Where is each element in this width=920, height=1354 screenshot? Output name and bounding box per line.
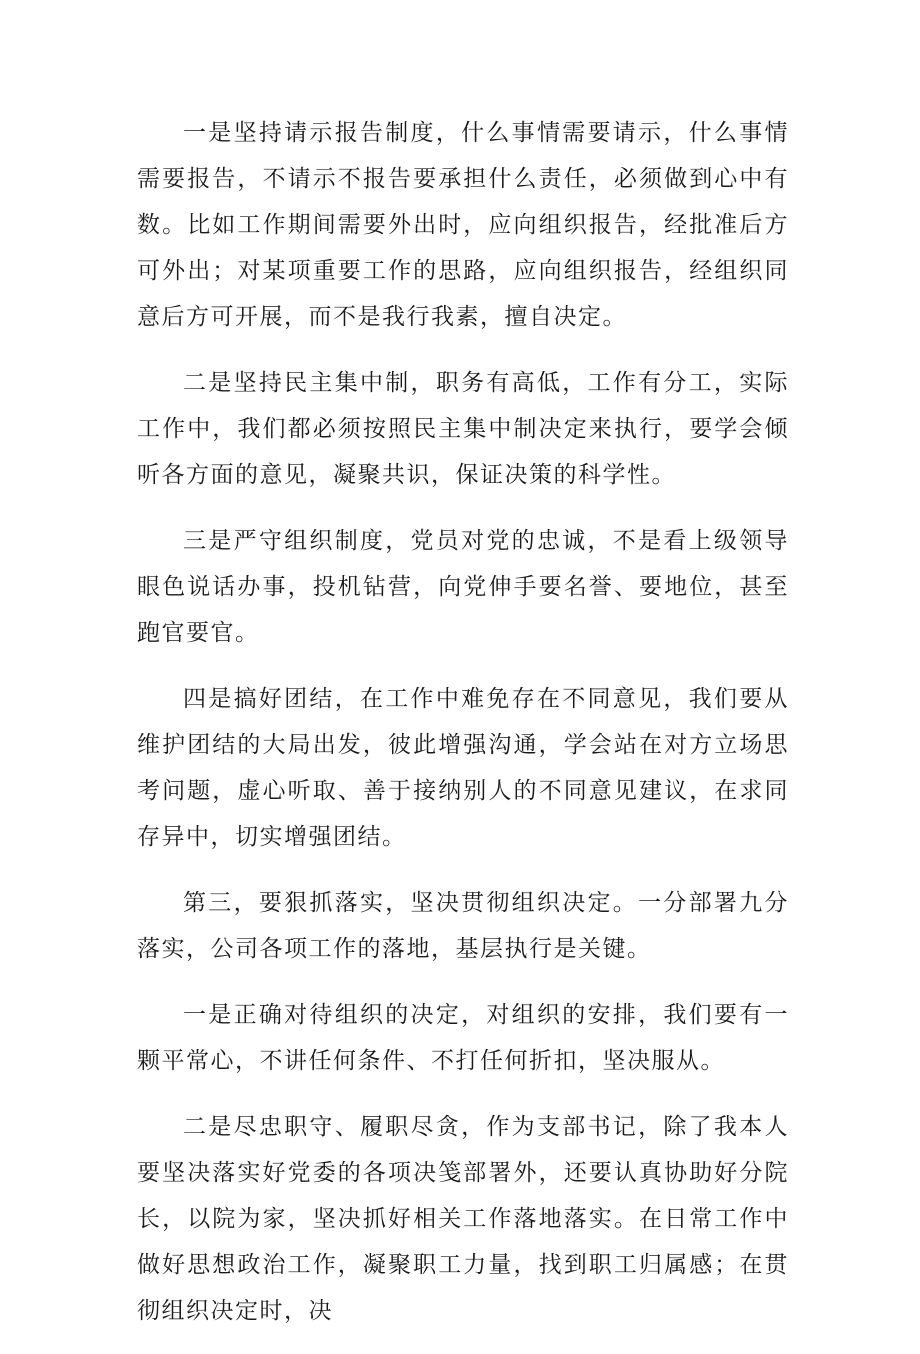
paragraph-organization-system: 三是严守组织制度，党员对党的忠诚，不是看上级领导眼色说话办事，投机钻营，向党伸手要名誉、要地位，甚至跑官要官。 xyxy=(137,528,789,646)
paragraph-obey-decisions: 一是正确对待组织的决定，对组织的安排，我们要有一颗平常心，不讲任何条件、不打任何折扣，坚决服从。 xyxy=(137,1002,789,1074)
paragraph-request-report: 一是坚持请示报告制度，什么事情需要请示，什么事情需要报告，不请示不报告要承担什么责任，必须做到心中有数。比如工作期间需要外出时，应向组织报告，经批准后方可外出；对某项重要工作的思路，应向组织报告，经组织同意后方可开展，而不是我行我素，擅自决定。 xyxy=(137,120,789,330)
paragraph-unity: 四是搞好团结，在工作中难免存在不同意见，我们要从维护团结的大局出发，彼此增强沟通，学会站在对方立场思考问题，虚心听取、善于接纳别人的不同意见建议，在求同存异中，切实增强团结。 xyxy=(137,686,789,850)
document-body xyxy=(137,110,789,1354)
paragraph-section-three: 第三，要狠抓落实，坚决贯彻组织决定。一分部署九分落实，公司各项工作的落地，基层执行是关键。 xyxy=(137,890,789,962)
paragraph-democratic-centralism: 二是坚持民主集中制，职务有高低，工作有分工，实际工作中，我们都必须按照民主集中制决定来执行，要学会倾听各方面的意见，凝聚共识，保证决策的科学性。 xyxy=(137,370,789,488)
paragraph-duty: 二是尽忠职守、履职尽贪，作为支部书记，除了我本人要坚决落实好党委的各项决笺部署外，还要认真协助好分院长，以院为家，坚决抓好相关工作落地落实。在日常工作中做好思想政治工作，凝聚职工力量，找到职工归属感；在贯彻组织决定时，决 xyxy=(137,1114,789,1324)
